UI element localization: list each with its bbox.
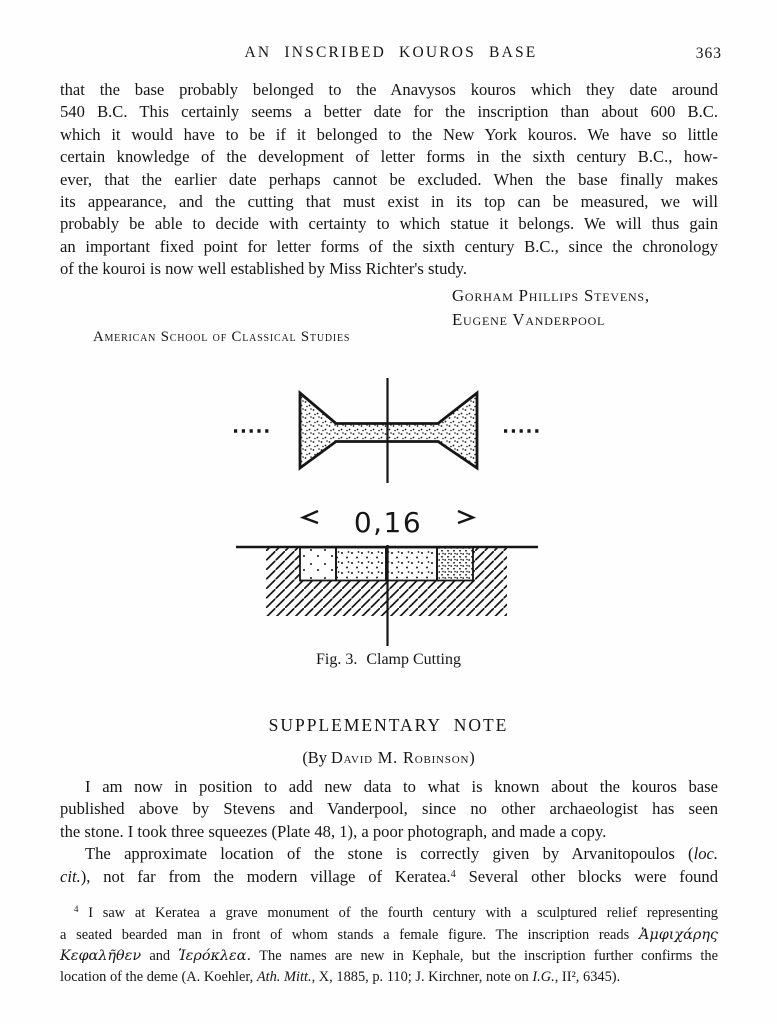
dimension-arrow-left [303, 511, 318, 523]
author-name: Eugene Vanderpool [452, 310, 606, 329]
dimension-arrow-right [458, 511, 473, 523]
text-line: that the base probably belonged to the Anavysos kouros which they date around [60, 80, 718, 99]
text-line: certain knowledge of the development of letter forms in the sixth century B.C., how- [60, 147, 718, 167]
footnote-line [60, 946, 718, 967]
footnote [60, 903, 718, 988]
text-segment: I saw at Keratea a grave monument of the fourth century with a sculptured relief representing [78, 905, 718, 921]
figure-caption [0, 651, 777, 669]
text-segment: a seated bearded man in front of whom stands a female figure. The inscription reads [60, 926, 639, 943]
hatch-right [473, 548, 507, 580]
signature-block [452, 284, 650, 332]
hatch-left [266, 548, 300, 580]
text-line: published above by Stevens and Vanderpool, since no other archaeologist has seen [60, 799, 718, 819]
byline [0, 748, 777, 768]
footnote-line [60, 967, 718, 988]
italic-citation: cit. [60, 866, 81, 886]
author-name: Gorham Phillips Stevens, [452, 286, 650, 305]
figure-caption-label: Fig. 3. [315, 651, 358, 668]
text-segment: The names are new in Kephale, but the inscription further confirms the [251, 947, 718, 964]
byline-prefix: (By [302, 748, 331, 767]
cutting-cell-3 [386, 548, 437, 581]
text-line: an important fixed point for letter forms of the sixth century B.C., since the chronology [60, 236, 718, 256]
greek-text: Κεφαλῆθεν [60, 947, 142, 964]
section-title: SUPPLEMENTARY NOTE [268, 715, 509, 735]
running-header [60, 44, 722, 66]
byline-author: David M. Robinson [331, 748, 470, 767]
text-segment: ), not far from the modern village of Keratea. [80, 866, 451, 886]
cutting-cell-4 [437, 548, 473, 581]
text-line: I am now in position to add new data to what is known about the kouros base [85, 777, 718, 796]
figure-caption-text: Clamp Cutting [366, 651, 461, 668]
text-segment: , II², 6345). [554, 968, 621, 985]
text-line [60, 866, 718, 891]
italic-citation: Ath. Mitt. [256, 968, 312, 985]
text-segment: The approximate location of the stone is correctly given by Arvanitopoulos ( [85, 844, 694, 864]
byline-suffix: ) [469, 748, 475, 767]
greek-text: Ἱερόκλεα. [178, 947, 252, 964]
cutting-cell-1 [300, 548, 336, 581]
text-line: which it would have to be if it belonged to the New York kouros. We have so little [60, 124, 718, 144]
paragraph-supplementary [60, 776, 718, 891]
footnote-reference: 4 [450, 868, 456, 880]
affiliation: American School of Classical Studies [93, 329, 351, 345]
page-number: 363 [695, 45, 722, 62]
text-segment: Several other blocks were found [455, 866, 719, 886]
footnote-marker: 4 [74, 904, 79, 914]
text-line: ever, that the earlier date perhaps cannot be excluded. When the base finally makes [60, 169, 718, 189]
page-title: AN INSCRIBED KOUROS BASE [244, 44, 538, 61]
text-line: probably be able to decide with certainty to which statue it belongs. We will thus gain [60, 214, 718, 234]
text-segment: and [141, 947, 179, 964]
footnote-line [60, 903, 718, 925]
text-line: of the kouroi is now well established by Miss Richter's study. [60, 259, 468, 279]
italic-citation: loc. [693, 844, 718, 864]
text-segment: , X, 1885, p. 110; J. Kirchner, note on [311, 968, 533, 985]
figure-clamp-cutting [0, 370, 777, 655]
text-line: its appearance, and the cutting that must exist in its top can be measured, we will [60, 192, 718, 212]
cutting-cell-2 [336, 548, 386, 581]
dimension-label: 0,16 [353, 506, 423, 539]
italic-citation: I.G. [532, 968, 555, 985]
footnote-line [60, 925, 718, 946]
text-line: the stone. I took three squeezes (Plate 48, 1), a poor photograph, and made a copy. [60, 821, 607, 841]
greek-text: Ἀμφιχάρης [638, 926, 718, 943]
paragraph-main [60, 79, 718, 281]
text-segment: location of the deme (A. Koehler, [60, 968, 257, 985]
text-line [60, 843, 718, 865]
text-line: 540 B.C. This certainly seems a better date for the inscription than about 600 B.C. [60, 102, 718, 122]
